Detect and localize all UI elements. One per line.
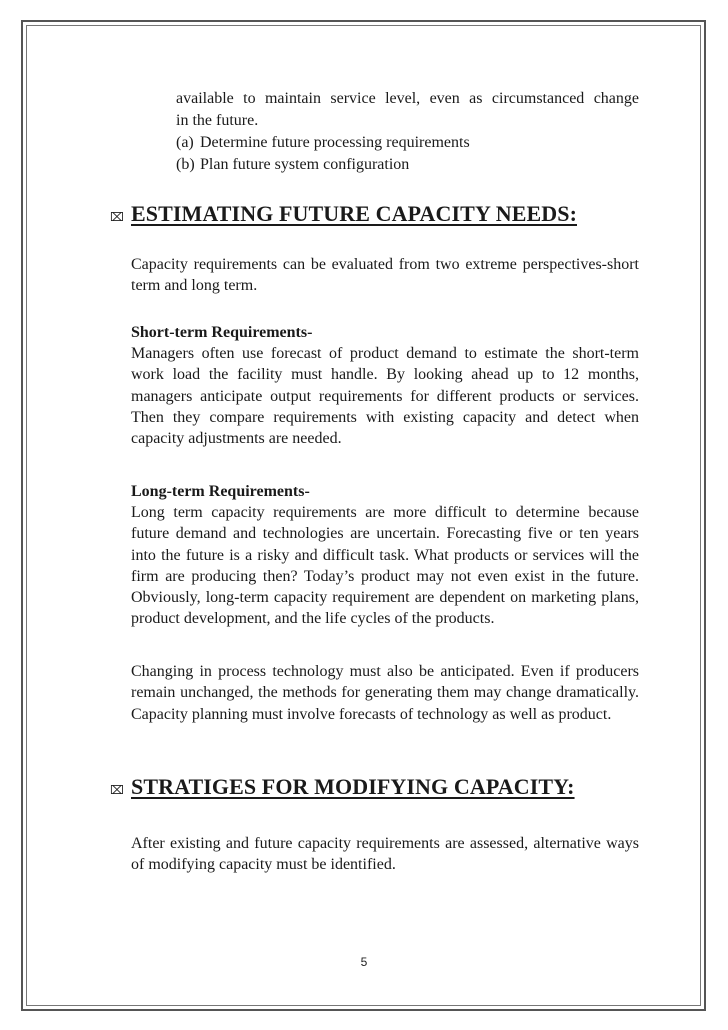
short-term-text: Managers often use forecast of product demand to estimate the short-term work load the facility must handle. By looking ahead up to 12 months, managers anticipate output requirements for different products or services. Then they compare requirements with existing capacity and detect when capacity adjustments are needed. xyxy=(131,345,639,448)
list-text: Determine future processing requirements xyxy=(200,134,470,151)
list-item-a xyxy=(176,132,470,153)
long-term-text: Long term capacity requirements are more difficult to determine because future demand and technologies are uncertain. Forecasting five or ten years into the future is a risky and difficult task. What products or services will the firm are producing then? Today’s product may not even exist in the future. Obviously, long-term capacity requirement are dependent on marketing plans, product development, and the life cycles of the products. xyxy=(131,504,639,628)
page-number: 5 xyxy=(360,955,368,969)
list-text: Plan future system configuration xyxy=(200,156,410,173)
intro-line-2: in the future. xyxy=(176,112,259,129)
intro-line-1: available to maintain service level, even as circumstanced change xyxy=(176,90,639,107)
section2-text: After existing and future capacity requirements are assessed, alternative ways of modifying capacity must be identified. xyxy=(131,835,639,874)
section1-intro: Capacity requirements can be evaluated from two extreme perspectives-short term and long term. xyxy=(131,256,639,295)
long-term-title: Long-term Requirements- xyxy=(131,483,310,500)
list-marker: (b) xyxy=(176,156,195,173)
section-heading-estimating: ESTIMATING FUTURE CAPACITY NEEDS: xyxy=(131,201,577,226)
cross-bullet-icon: ⌧ xyxy=(110,783,124,797)
short-term-title: Short-term Requirements- xyxy=(131,324,313,341)
long-term-text-2: Changing in process technology must also be anticipated. Even if producers remain unchanged, the methods for generating them may change dramatically. Capacity planning must involve forecasts of technology as well as product. xyxy=(131,663,639,723)
cross-bullet-icon: ⌧ xyxy=(110,210,124,224)
section-heading-strategies: STRATIGES FOR MODIFYING CAPACITY: xyxy=(131,774,575,799)
list-marker: (a) xyxy=(176,134,194,151)
list-item-b xyxy=(176,154,409,175)
